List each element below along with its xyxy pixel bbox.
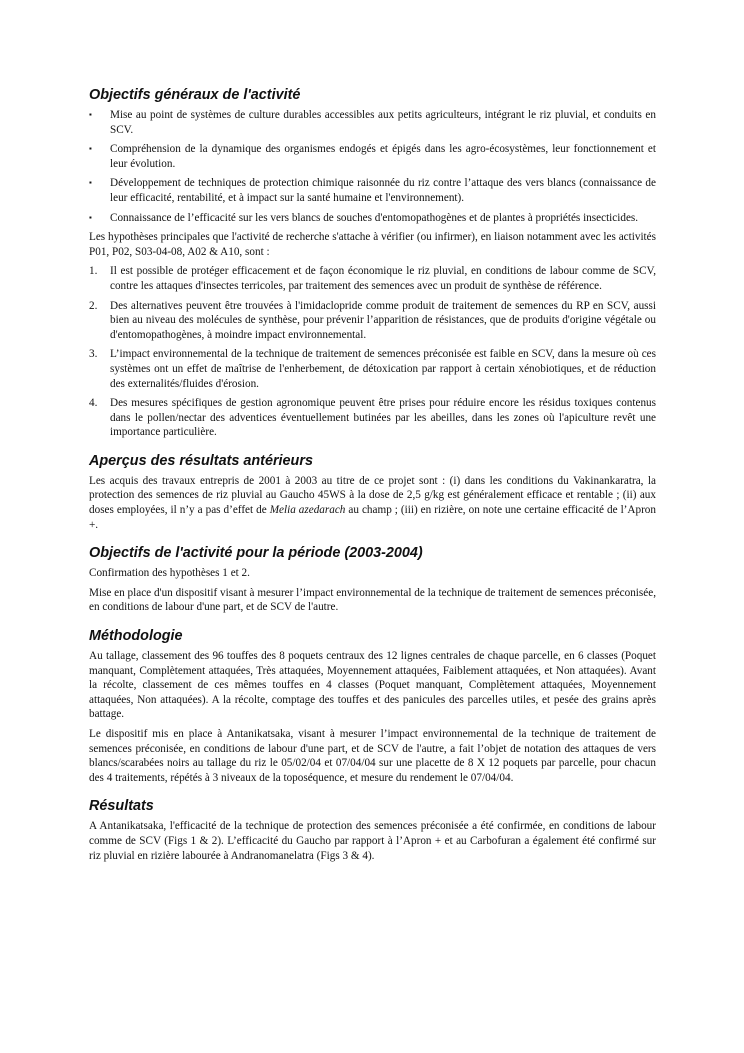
heading-objectifs-generaux: Objectifs généraux de l'activité — [89, 87, 301, 103]
bullet-icon: ▪ — [89, 212, 92, 222]
heading-objectifs-periode: Objectifs de l'activité pour la période (2003-2004) — [89, 545, 423, 562]
methodologie-p2: Le dispositif mis en place à Antanikatsaka, visant à mesurer l’impact environnemental de la technique de traitement de semences préconisée, en conditions de labour d'une part, et de SCV de l'autre, a fait l’objet de notation des attaques de vers blancs/scarabées noirs au tallage du riz le 05/02/04 et 07/04/04 sur une placette de 8 X 12 poquets par parcelle, pour chacun des 4 traitements, répétés à 3 niveaux de la toposéquence, et mesure du rendement le 07/04/04. — [89, 728, 656, 784]
bullet-icon: ▪ — [89, 144, 92, 154]
heading-methodologie: Méthodologie — [89, 628, 183, 645]
objectifs-periode-p2: Mise en place d'un dispositif visant à mesurer l’impact environnemental de la technique de traitement de semences préconisée, en conditions de labour d'une part, et de SCV de l'autre. — [89, 586, 656, 614]
bullet-icon: ▪ — [89, 178, 92, 188]
resultats-p1: A Antanikatsaka, l'efficacité de la technique de protection des semences préconisée a été confirmée, en conditions de labour comme de SCV (Figs 1 & 2). L’efficacité du Gaucho par rapport à l’Apron + et au Carbofuran a également été confirmé sur riz pluvial en rizière labourée à Andranomanelatra (Figs 3 & 4). — [89, 820, 656, 862]
document-page — [89, 86, 656, 868]
objectifs-periode-p1: Confirmation des hypothèses 1 et 2. — [89, 567, 250, 580]
heading-resultats: Résultats — [89, 798, 154, 815]
objectives-list — [89, 108, 656, 225]
heading-apercus: Aperçus des résultats antérieurs — [89, 452, 313, 469]
list-item: 2. Des alternatives peuvent être trouvées à l'imidaclopride comme produit de traitement de semences du RP en SCV, aussi bien au niveau des molécules de synthèse, pour prévenir l’apparition de résistances, que de produits d'origine végétale ou d'entomopathogènes, à moindre impact environnemental. — [89, 299, 656, 341]
hypotheses-list — [89, 264, 656, 440]
species-name: Melia azedarach — [269, 504, 346, 517]
list-item: ▪ Développement de techniques de protection chimique raisonnée du riz contre l’attaque des vers blancs (connaissance de leur efficacité, rentabilité, et à impact sur la santé humaine et l'environnement). — [89, 177, 656, 204]
methodologie-p1: Au tallage, classement des 96 touffes des 8 poquets centraux des 12 lignes centrales de chaque parcelle, en 6 classes (Poquet manquant, Complètement attaquées, Très attaquées, Moyennement attaquées, Faiblement attaquées, et Non attaquées). Avant la récolte, classement de ces mêmes touffes en 4 classes (Poquet manquant, Complètement attaquées, Moyennement attaquées, Non attaquées). A la récolte, comptage des touffes et des panicules des parcelles utiles, et pesée des grains après battage. — [89, 650, 656, 721]
list-item: 4. Des mesures spécifiques de gestion agronomique peuvent être prises pour réduire encore les résidus toxiques contenus dans le pollen/nectar des adventices éventuellement butinées par les abeilles, dans les zones où l'apiculture revêt une importance particulière. — [89, 397, 656, 439]
list-item: 1. Il est possible de protéger efficacement et de façon économique le riz pluvial, en conditions de labour comme de SCV, contre les attaques d'insectes terricoles, par traitement des semences avec un produit de synthèse de référence. — [89, 265, 656, 292]
bullet-icon: ▪ — [89, 110, 92, 119]
list-item: ▪ Connaissance de l’efficacité sur les vers blancs de souches d'entomopathogènes et de plantes à propriétés insecticides. — [89, 211, 639, 224]
list-item: 3. L’impact environnemental de la technique de traitement de semences préconisée est faible en SCV, dans la mesure où ces systèmes ont un effet de maîtrise de l'enherbement, de détoxication par rapport à certain xénobiotiques, et de réduction des externalités/fluides d'érosion. — [89, 348, 656, 390]
list-item: ▪ Compréhension de la dynamique des organismes endogés et épigés dans les agro-écosystèmes, leur fonctionnement et leur évolution. — [89, 143, 656, 170]
hypotheses-intro: Les hypothèses principales que l'activité de recherche s'attache à vérifier (ou infirmer), en liaison notamment avec les activités P01, P02, S03-04-08, A02 & A10, sont : — [89, 231, 656, 258]
apercus-paragraph: Les acquis des travaux entrepris de 2001 à 2003 au titre de ce projet sont : (i) dans les conditions du Vakinankaratra, la protection des semences de riz pluvial au Gaucho 45WS à la dose de 2,5 g/kg est généralement efficace et rentable ; (ii) aux doses employées, il n’y a pas d’effet de Melia azedarach au champ ; (iii) en rizière, on note une certaine efficacité de l’Apron +. — [89, 474, 656, 531]
list-item: ▪ Mise au point de systèmes de culture durables accessibles aux petits agriculteurs, intégrant le riz pluvial, et conduits en SCV. — [89, 109, 656, 136]
